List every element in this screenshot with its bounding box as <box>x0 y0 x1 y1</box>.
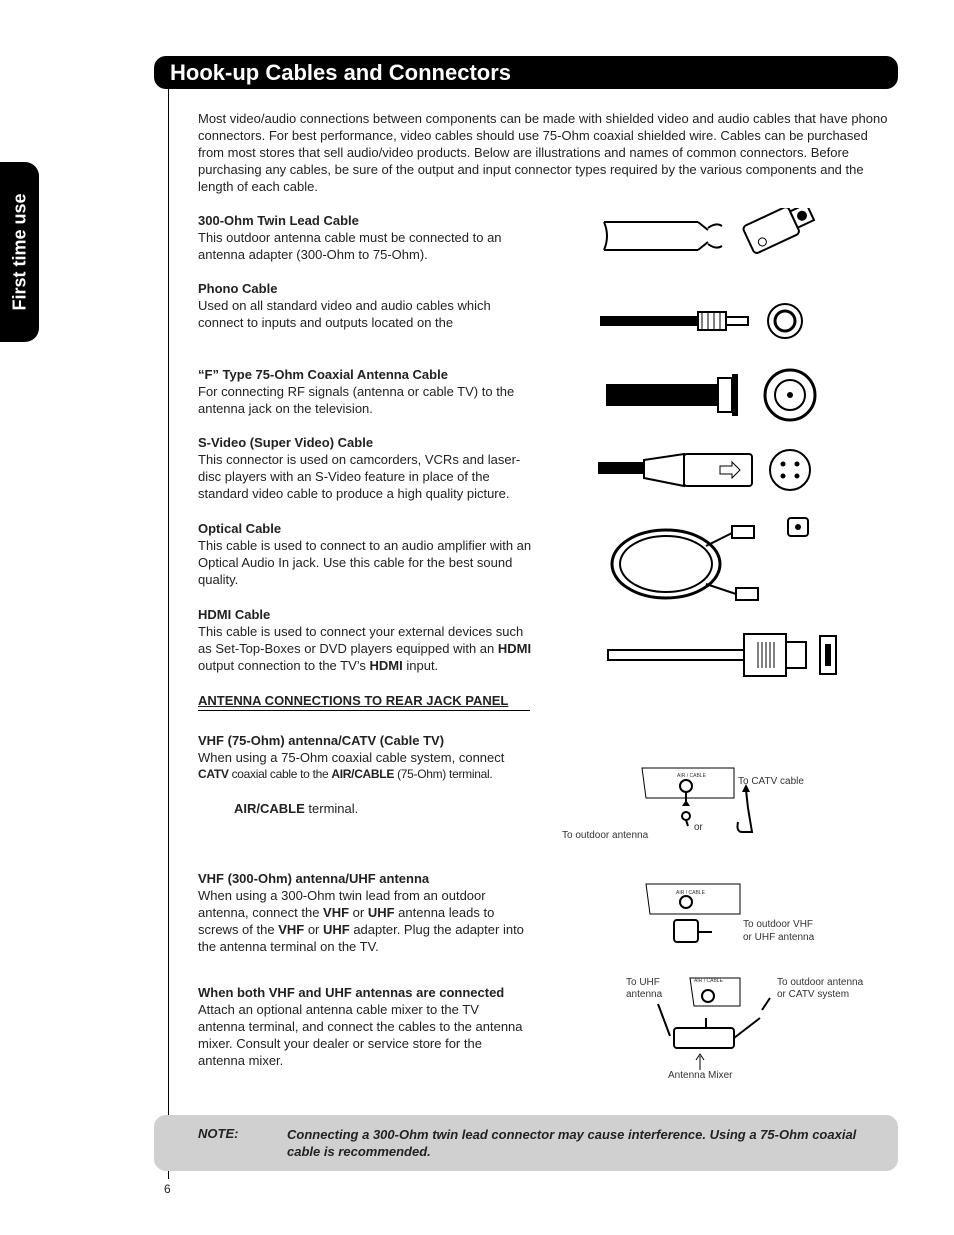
both-body: Attach an optional antenna cable mixer to the TV antenna terminal, and connect the cables to the antenna mixer. Consult your dealer or service store for the antenna mixer. <box>198 1002 523 1068</box>
antenna-section-heading: ANTENNA CONNECTIONS TO REAR JACK PANEL <box>198 693 509 708</box>
heading-underline <box>198 710 530 711</box>
coax-illustration <box>604 368 818 426</box>
section-tab-label: First time use <box>9 193 29 311</box>
to-outdoor-catv-label-1: To outdoor antenna <box>777 977 864 988</box>
cable-optical <box>198 520 538 588</box>
mixer-diagram <box>650 974 780 1074</box>
vhf75-line3: AIR/CABLE terminal. <box>234 801 359 816</box>
cable-description: This cable is used to connect to an audio amplifier with an Optical Audio In jack. Use this cable for the best sound quality. <box>198 538 532 587</box>
to-outdoor-catv-label-2: or CATV system <box>777 989 850 1000</box>
cable-description: This connector is used on camcorders, VCRs and laser-disc players with an S-Video feature in place of the standard video cable to produce a high quality picture. <box>198 452 521 501</box>
cable-f-type <box>198 366 538 417</box>
to-outdoor-label: To outdoor antenna <box>562 830 649 841</box>
page-number: 6 <box>164 1182 171 1196</box>
to-vhf-uhf-label-1: To outdoor VHF <box>743 919 814 930</box>
air-cable-label: AIR / CABLE <box>694 978 723 984</box>
to-vhf-uhf-label-2: or UHF antenna <box>743 932 815 943</box>
page-title-bar <box>154 56 898 89</box>
twin-lead-illustration <box>598 208 818 278</box>
hdmi-illustration <box>606 630 838 680</box>
vhf75-line1: When using a 75-Ohm coaxial cable system, connect <box>198 750 505 765</box>
vhf300-body: When using a 300-Ohm twin lead from an outdoor antenna, connect the VHF or UHF antenna leads to screws of the VHF or UHF adapter. Plug the adapter into the antenna terminal on the TV. <box>198 888 524 954</box>
cable-description: This cable is used to connect your external devices such as Set-Top-Boxes or DVD players equipped with an HDMI output connection to the TV’s HDMI input. <box>198 624 532 673</box>
vhf75-line2: CATV coaxial cable to the AIR/CABLE (75-Ohm) terminal. <box>198 767 493 781</box>
air-cable-label: AIR / CABLE <box>677 773 706 779</box>
cable-twin-lead <box>198 212 538 263</box>
both-antennas-section <box>198 984 528 1069</box>
air-cable-label: AIR / CABLE <box>676 890 705 896</box>
cable-title: Phono Cable <box>198 281 278 296</box>
vhf75-section <box>198 732 558 817</box>
margin-rule <box>168 89 169 1179</box>
cable-description: This outdoor antenna cable must be connected to an antenna adapter (300-Ohm to 75-Ohm). <box>198 230 502 262</box>
vhf300-section <box>198 870 528 955</box>
intro-paragraph: Most video/audio connections between components can be made with shielded video and audio cables that have phono connectors. For best performance, video cables should use 75-Ohm coaxial shielded wire. Cables can be purchased from most stores that sell audio/video products. Below are illustrations and names of common connectors. Before purchasing any cables, be sure of the output and input connector types required by the various components and the length of each cable. <box>198 111 888 194</box>
note-text: Connecting a 300-Ohm twin lead connector may cause interference. Using a 75-Ohm coaxial cable is recommended. <box>287 1127 857 1159</box>
cable-s-video <box>198 434 538 502</box>
to-uhf-label-2: antenna <box>626 989 663 1000</box>
both-title: When both VHF and UHF antennas are connected <box>198 985 505 1000</box>
mixer-label: Antenna Mixer <box>668 1070 733 1081</box>
cable-title: S-Video (Super Video) Cable <box>198 435 374 450</box>
s-video-illustration <box>596 448 818 492</box>
cable-title: “F” Type 75-Ohm Coaxial Antenna Cable <box>198 367 448 382</box>
cable-title: Optical Cable <box>198 521 282 536</box>
cable-hdmi <box>198 606 538 674</box>
vhf300-title: VHF (300-Ohm) antenna/UHF antenna <box>198 871 430 886</box>
to-uhf-label-1: To UHF <box>626 977 660 988</box>
vhf75-title: VHF (75-Ohm) antenna/CATV (Cable TV) <box>198 733 445 748</box>
cable-description: Used on all standard video and audio cables which connect to inputs and outputs located on the <box>198 298 491 330</box>
section-tab <box>0 162 39 342</box>
cable-title: 300-Ohm Twin Lead Cable <box>198 213 359 228</box>
note-label: NOTE: <box>198 1126 239 1141</box>
to-catv-label: To CATV cable <box>738 776 804 787</box>
optical-illustration <box>606 514 816 622</box>
page-title: Hook-up Cables and Connectors <box>170 60 512 85</box>
or-label: or <box>694 822 703 833</box>
cable-title: HDMI Cable <box>198 607 271 622</box>
cable-phono <box>198 280 538 331</box>
cable-description: For connecting RF signals (antenna or cable TV) to the antenna jack on the television. <box>198 384 515 416</box>
phono-illustration <box>598 300 808 342</box>
